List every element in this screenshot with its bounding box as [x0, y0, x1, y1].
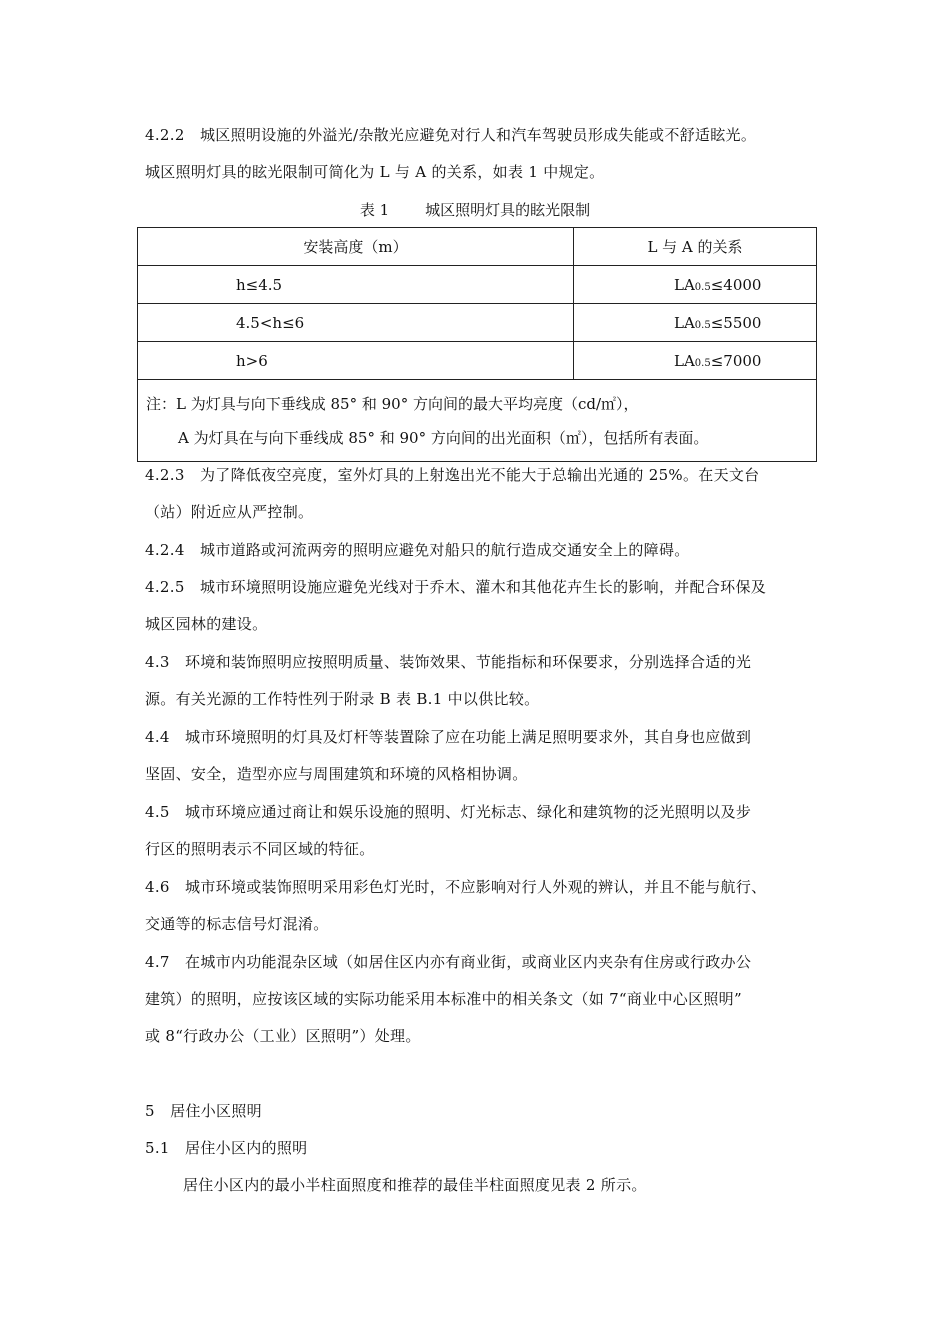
- relation-limit: ≤4000: [710, 275, 762, 294]
- header-la-relation: L 与 A 的关系: [574, 228, 817, 266]
- header-install-height: 安装高度（m）: [138, 228, 574, 266]
- paragraph-4-7-line2: 建筑）的照明，应按该区域的实际功能采用本标准中的相关条文（如 7“商业中心区照明”: [145, 990, 742, 1008]
- table-row: [138, 342, 817, 380]
- section-5-heading: 5 居住小区照明: [145, 1102, 262, 1120]
- relation-limit: ≤7000: [710, 351, 762, 370]
- paragraph-4-5-line2: 行区的照明表示不同区域的特征。: [145, 840, 375, 858]
- paragraph-4-3-line1: 4.3 环境和装饰照明应按照明质量、装饰效果、节能指标和环保要求，分别选择合适的光: [145, 653, 752, 671]
- paragraph-4-4-line1: 4.4 城市环境照明的灯具及灯杆等装置除了应在功能上满足照明要求外，其自身也应做到: [145, 728, 752, 746]
- cell-relation: [574, 342, 817, 380]
- table-note-line1: 注：L 为灯具与向下垂线成 85° 和 90° 方向间的最大平均亮度（cd/㎡），: [146, 395, 639, 413]
- cell-relation: [574, 266, 817, 304]
- paragraph-4-5-line1: 4.5 城市环境应通过商让和娱乐设施的照明、灯光标志、绿化和建筑物的泛光照明以及步: [145, 803, 752, 821]
- paragraph-4-2-3-line1: 4.2.3 为了降低夜空亮度，室外灯具的上射逸出光不能大于总输出光通的 25%。在天文台: [145, 466, 760, 484]
- paragraph-4-2-4: 4.2.4 城市道路或河流两旁的照明应避免对船只的航行造成交通安全上的障碍。: [145, 541, 690, 559]
- paragraph-4-2-2-line2: 城区照明灯具的眩光限制可简化为 L 与 A 的关系，如表 1 中规定。: [145, 163, 605, 181]
- table-row: [138, 304, 817, 342]
- paragraph-4-2-3-line2: （站）附近应从严控制。: [145, 503, 314, 521]
- paragraph-4-2-5-line2: 城区园林的建设。: [145, 615, 268, 633]
- cell-height: h>6: [138, 342, 574, 380]
- paragraph-4-2-5-line1: 4.2.5 城市环境照明设施应避免光线对于乔木、灌木和其他花卉生长的影响，并配合环保及: [145, 578, 767, 596]
- table-note-line2: A 为灯具在与向下垂线成 85° 和 90° 方向间的出光面积（㎡），包括所有表面。: [178, 429, 709, 447]
- paragraph-4-2-2-line1: 4.2.2 城区照明设施的外溢光/杂散光应避免对行人和汽车驾驶员形成失能或不舒适眩光。: [145, 126, 757, 144]
- section-5-1-body: 居住小区内的最小半柱面照度和推荐的最佳半柱面照度见表 2 所示。: [183, 1176, 647, 1194]
- relation-prefix: LA: [674, 351, 695, 370]
- paragraph-4-7-line1: 4.7 在城市内功能混杂区域（如居住区内亦有商业街，或商业区内夹杂有住房或行政办公: [145, 953, 752, 971]
- table-header-row: [138, 228, 817, 266]
- table-1-caption-number: 表 1: [359, 201, 390, 219]
- table-row: [138, 266, 817, 304]
- section-5-1-heading: 5.1 居住小区内的照明: [145, 1139, 308, 1157]
- relation-subscript: 0.5: [694, 319, 711, 331]
- cell-height: 4.5<h≤6: [138, 304, 574, 342]
- cell-height: h≤4.5: [138, 266, 574, 304]
- paragraph-4-6-line1: 4.6 城市环境或装饰照明采用彩色灯光时，不应影响对行人外观的辨认，并且不能与航行、: [145, 878, 767, 896]
- paragraph-4-7-line3: 或 8“行政办公（工业）区照明”）处理。: [145, 1027, 421, 1045]
- relation-subscript: 0.5: [694, 281, 711, 293]
- relation-limit: ≤5500: [710, 313, 762, 332]
- relation-prefix: LA: [674, 275, 695, 294]
- paragraph-4-4-line2: 坚固、安全，造型亦应与周围建筑和环境的风格相协调。: [145, 765, 528, 783]
- table-note: [138, 380, 817, 462]
- table-1-caption-title: 城区照明灯具的眩光限制: [425, 201, 591, 219]
- relation-subscript: 0.5: [694, 357, 711, 369]
- glare-limit-table: [137, 227, 817, 462]
- table-1-caption: [0, 200, 950, 220]
- table-note-row: [138, 380, 817, 462]
- relation-prefix: LA: [674, 313, 695, 332]
- paragraph-4-6-line2: 交通等的标志信号灯混淆。: [145, 915, 329, 933]
- cell-relation: [574, 304, 817, 342]
- paragraph-4-3-line2: 源。有关光源的工作特性列于附录 B 表 B.1 中以供比较。: [145, 690, 540, 708]
